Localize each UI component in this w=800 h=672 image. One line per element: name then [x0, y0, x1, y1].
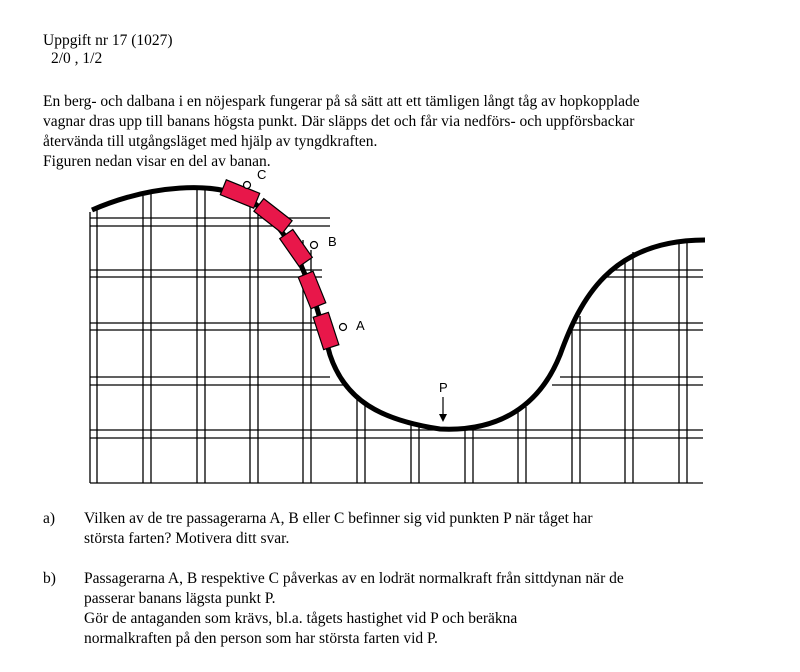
task-title: Uppgift nr 17 (1027) — [43, 32, 173, 49]
label-b: B — [328, 234, 337, 249]
question-line: Vilken av de tre passagerarna A, B eller C befinner sig vid punkten P när tåget har — [84, 510, 593, 527]
question-line: Gör de antaganden som krävs, bl.a. tågets hastighet vid P och beräkna — [84, 610, 518, 627]
question-a-label: a) — [43, 510, 56, 527]
passenger-b-icon — [311, 242, 318, 249]
question-line: Passagerarna A, B respektive C påverkas av en lodrät normalkraft från sittdynan när de — [84, 570, 624, 587]
train — [220, 180, 346, 350]
label-a: A — [356, 318, 365, 333]
question-a-text — [84, 509, 593, 549]
label-c: C — [257, 167, 267, 182]
train-car — [220, 180, 259, 208]
task-points: 2/0 , 1/2 — [51, 50, 103, 67]
question-line: normalkraften på den person som har största farten vid P. — [84, 630, 438, 647]
train-car — [313, 312, 339, 349]
passenger-a-icon — [340, 324, 347, 331]
label-p: P — [439, 380, 448, 395]
point-p-arrow-icon — [439, 397, 447, 422]
intro-line: Figuren nedan visar en del av banan. — [43, 153, 271, 170]
passenger-c-icon — [244, 182, 251, 189]
intro-line: vagnar dras upp till banans högsta punkt. Där släpps det och får via nedförs- och uppförsbackar — [43, 113, 635, 130]
train-car — [254, 199, 292, 234]
support-grid — [90, 190, 703, 483]
question-line: största farten? Motivera ditt svar. — [84, 530, 290, 547]
intro-line: återvända till utgångsläget med hjälp av tyngdkraften. — [43, 133, 378, 150]
question-b-label: b) — [43, 570, 56, 587]
train-car — [280, 229, 313, 266]
coaster-track — [92, 188, 705, 430]
intro-line: En berg- och dalbana i en nöjespark fungerar på så sätt att ett tämligen långt tåg av hopkopplade — [43, 93, 640, 110]
question-b-text — [84, 569, 624, 649]
question-line: passerar banans lägsta punkt P. — [84, 590, 276, 607]
